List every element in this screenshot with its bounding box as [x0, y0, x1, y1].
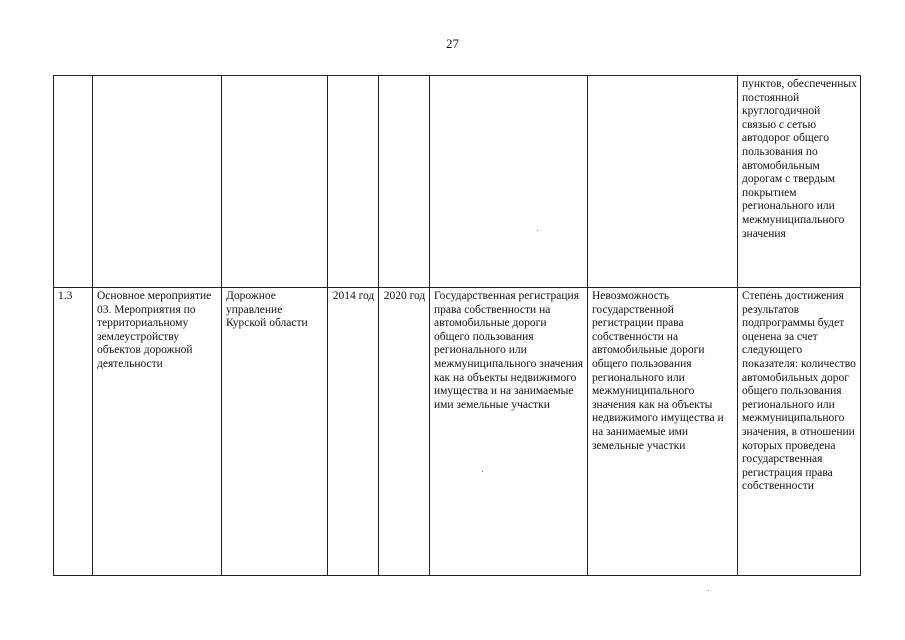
table-row	[54, 76, 861, 288]
cell-activity-name: Основное мероприятие 03. Мероприятия по территориальному землеустройству объектов дорожной деятельности	[93, 288, 222, 576]
scan-speck	[482, 471, 483, 472]
cell-end-year	[379, 76, 430, 288]
cell-start-year: 2014 год	[328, 288, 379, 576]
scan-speck	[708, 590, 709, 591]
cell-executor: Дорожное управление Курской области	[222, 288, 328, 576]
program-table	[53, 75, 861, 576]
cell-executor	[222, 76, 328, 288]
cell-number	[54, 76, 93, 288]
cell-number: 1.3	[54, 288, 93, 576]
cell-start-year	[328, 76, 379, 288]
cell-end-year: 2020 год	[379, 288, 430, 576]
cell-consequences: Невозможность государственной регистрации права собственности на автомобильные дороги общего пользования регионального или межмуниципального значения как на объекты недвижимого имущества и на занимаемые ими земельные участки	[588, 288, 738, 576]
scan-speck	[537, 230, 538, 231]
table-row	[54, 288, 861, 576]
cell-indicator: Степень достижения результатов подпрограммы будет оценена за счет следующего показателя: количество автомобильных дорог общего пользования регионального или межмуниципального значения, в отношении которых проведена государственная регистрация права собственности	[738, 288, 861, 576]
cell-consequences	[588, 76, 738, 288]
cell-expected-result: Государственная регистрация права собственности на автомобильные дороги общего пользования регионального или межмуниципального значения как на объекты недвижимого имущества и на занимаемые ими земельные участки	[430, 288, 588, 576]
cell-activity-name	[93, 76, 222, 288]
cell-indicator: пунктов, обеспеченных постоянной круглогодичной связью с сетью автодорог общего пользования по автомобильным дорогам с твердым покрытием регионального или межмуниципального значения	[738, 76, 861, 288]
page-number: 27	[446, 36, 459, 51]
cell-expected-result	[430, 76, 588, 288]
